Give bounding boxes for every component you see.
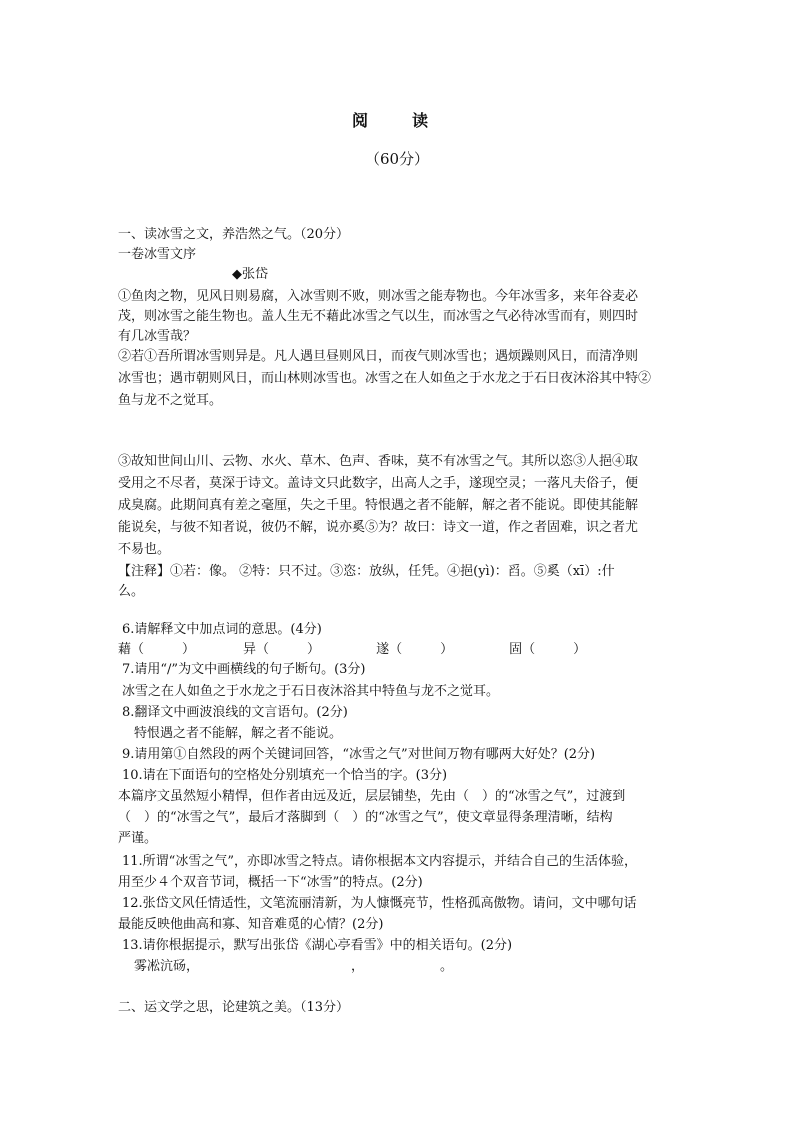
q6-item: 遂（ ）	[376, 642, 454, 657]
question-12: 最能反映他曲高和寡、知音难觅的心情？(2分)	[118, 917, 384, 932]
question-10-text: （ ）的“冰雪之气”，最后才落脚到（ ）的“冰雪之气”，使文章显得条理清晰，结构	[118, 810, 613, 825]
q6-item: 藉（ ）	[118, 642, 196, 657]
question-12: 12.张岱文风任情适性，文笔流丽清新，为人慷慨亮节，性格孤高傲物。请问，文中哪句话	[122, 896, 637, 911]
para3-line: 不易也。	[118, 542, 171, 557]
notes-line: 【注释】①若：像。 ②特：只不过。③恣：放纵，任凭。④挹(yì)：舀。⑤奚（xī）:什	[118, 564, 615, 579]
page-score: （60分）	[364, 150, 430, 168]
question-8: 8.翻译文中画波浪线的文言语句。(2分)	[122, 705, 348, 720]
question-13-fill	[134, 957, 694, 977]
question-6-items	[118, 640, 678, 660]
q13-comma: ，	[351, 959, 365, 974]
q6-item: 异（ ）	[243, 642, 321, 657]
question-6: 6.请解释文中加点词的意思。(4分)	[122, 622, 322, 637]
para2-line: 冰雪也；遇市朝则风日，而山林则冰雪也。冰雪之在人如鱼之于水龙之于石日夜沐浴其中特②	[118, 371, 652, 386]
question-8-text: 特恨遇之者不能解，解之者不能说。	[134, 726, 343, 741]
question-10: 10.请在下面语句的空格处分别填充一个恰当的字。(3分)	[122, 768, 448, 783]
question-10-text: 严谨。	[118, 831, 158, 846]
question-7: 7.请用“/”为文中画横线的句子断句。(3分)	[122, 662, 366, 677]
question-7-text: 冰雪之在人如鱼之于水龙之于石日夜沐浴其中特鱼与龙不之觉耳。	[122, 684, 500, 699]
q13-end: 。	[440, 959, 454, 974]
para2-line: 鱼与龙不之觉耳。	[118, 393, 223, 408]
notes-line: 么。	[118, 584, 145, 599]
q13-start: 雾凇沆砀，	[134, 959, 200, 974]
question-10-text: 本篇序文虽然短小精悍，但作者由远及近，层层铺垫，先由（ ）的“冰雪之气”，过渡到	[118, 789, 626, 804]
para1-line: 茂，则冰雪之能生物也。盖人生无不藉此冰雪之气以生，而冰雪之气必待冰雪而有，则四时	[118, 309, 639, 324]
para1-line: 有几冰雪哉？	[118, 329, 197, 344]
para3-line: ③故知世间山川、云物、水火、草木、色声、香味，莫不有冰雪之气。其所以恣③人挹④取	[118, 454, 639, 469]
author: ◆张岱	[232, 267, 268, 282]
page-title: 阅 读	[351, 111, 442, 130]
question-11: 用至少４个双音节词，概括一下“冰雪”的特点。(2分)	[118, 875, 423, 890]
question-11: 11.所谓“冰雪之气”，亦即冰雪之特点。请你根据本文内容提示，并结合自己的生活体验，	[122, 854, 637, 869]
question-9: 9.请用第①自然段的两个关键词回答，“冰雪之气”对世间万物有哪两大好处？(2分)	[122, 747, 596, 762]
section2-heading: 二、运文学之思，论建筑之美。（13分）	[118, 1000, 350, 1015]
question-13: 13.请你根据提示，默写出张岱《湖心亭看雪》中的相关语句。(2分)	[122, 938, 513, 953]
para3-line: 成臭腐。此期间真有差之毫厘，失之千里。特恨遇之者不能解，解之者不能说。即使其能解	[118, 498, 639, 513]
work-title: 一卷冰雪文序	[118, 247, 197, 262]
para2-line: ②若①吾所谓冰雪则异是。凡人遇旦昼则风日，而夜气则冰雪也；遇烦躁则风日，而清净则	[118, 349, 639, 364]
para3-line: 能说矣，与彼不知者说，彼仍不解，说亦奚⑤为？故曰：诗文一道，作之者固难，识之者尤	[118, 520, 639, 535]
para1-line: ①鱼肉之物，见风日则易腐，入冰雪则不败，则冰雪之能寿物也。今年冰雪多，来年谷麦必	[118, 289, 639, 304]
q6-item: 固（ ）	[509, 642, 587, 657]
section1-heading: 一、读冰雪之文，养浩然之气。（20分）	[118, 227, 350, 242]
para3-line: 受用之不尽者，莫深于诗文。盖诗文只此数字，出高人之手，遂现空灵；一落凡夫俗子，便	[118, 476, 639, 491]
